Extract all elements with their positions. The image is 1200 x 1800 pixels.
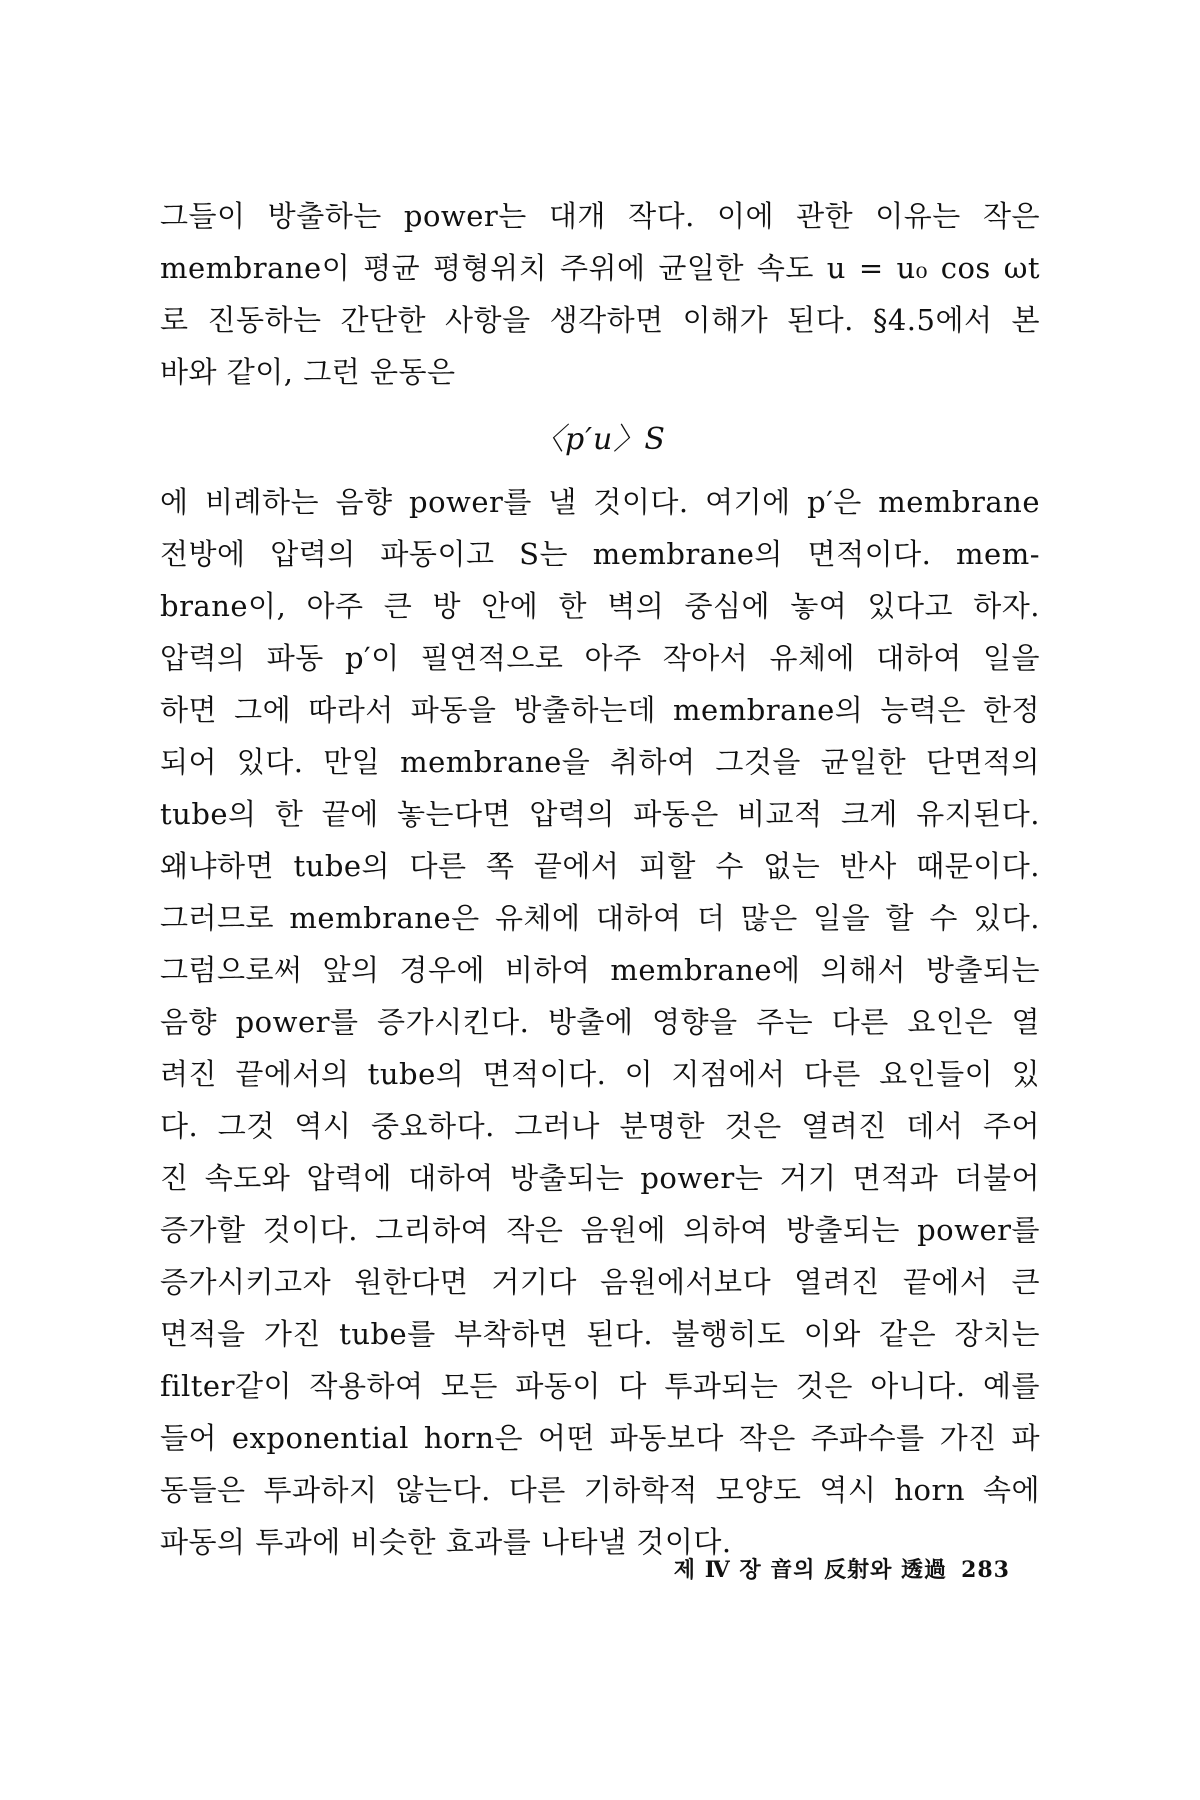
text-line: 음향 power를 증가시킨다. 방출에 영향을 주는 다른 요인은 열	[160, 1005, 1040, 1039]
text-line: 되어 있다. 만일 membrane을 취하여 그것을 균일한 단면적의	[160, 745, 1040, 779]
text-line: 진 속도와 압력에 대하여 방출되는 power는 거기 면적과 더불어	[160, 1161, 1040, 1195]
displayed-formula: 〈p′u〉S	[534, 422, 666, 457]
paragraph-2	[160, 485, 1040, 1580]
text-line: 들어 exponential horn은 어떤 파동보다 작은 주파수를 가진 파	[160, 1421, 1040, 1455]
text-line: 에 비례하는 음향 power를 낼 것이다. 여기에 p′은 membrane	[160, 485, 1040, 519]
text-line: 동들은 투과하지 않는다. 다른 기하학적 모양도 역시 horn 속에	[160, 1473, 1040, 1507]
text-line: 다. 그것 역시 중요하다. 그러나 분명한 것은 열려진 데서 주어	[160, 1109, 1040, 1143]
text-line: 전방에 압력의 파동이고 S는 membrane의 면적이다. mem-	[160, 537, 1040, 571]
text-line: 그럼으로써 앞의 경우에 비하여 membrane에 의해서 방출되는	[160, 953, 1040, 987]
text-line: 면적을 가진 tube를 부착하면 된다. 불행히도 이와 같은 장치는	[160, 1317, 1040, 1351]
text-line: 바와 같이, 그런 운동은	[160, 355, 456, 389]
chapter-title: 제 Ⅳ 장 音의 反射와 透過	[673, 1557, 948, 1583]
text-line: 파동의 투과에 비슷한 효과를 나타낼 것이다.	[160, 1525, 732, 1559]
text-line: 로 진동하는 간단한 사항을 생각하면 이해가 된다. §4.5에서 본	[160, 303, 1040, 337]
paragraph-1	[160, 199, 1040, 410]
text-line: 하면 그에 따라서 파동을 방출하는데 membrane의 능력은 한정	[160, 693, 1040, 727]
page-number: 283	[961, 1557, 1010, 1583]
running-footer	[674, 1553, 1010, 1584]
text-line: 증가시키고자 원한다면 거기다 음원에서보다 열려진 끝에서 큰	[160, 1265, 1040, 1299]
text-line: 그들이 방출하는 power는 대개 작다. 이에 관한 이유는 작은	[160, 199, 1040, 233]
text-line: membrane이 평균 평형위치 주위에 균일한 속도 u = u₀ cos ωt	[160, 251, 1040, 285]
text-line: tube의 한 끝에 놓는다면 압력의 파동은 비교적 크게 유지된다.	[160, 797, 1040, 831]
text-line: 증가할 것이다. 그리하여 작은 음원에 의하여 방출되는 power를	[160, 1213, 1040, 1247]
text-line: 그러므로 membrane은 유체에 대하여 더 많은 일을 할 수 있다.	[160, 901, 1040, 935]
text-line: brane이, 아주 큰 방 안에 한 벽의 중심에 놓여 있다고 하자.	[160, 589, 1040, 623]
text-line: filter같이 작용하여 모든 파동이 다 투과되는 것은 아니다. 예를	[160, 1369, 1040, 1403]
text-line: 왜냐하면 tube의 다른 쪽 끝에서 피할 수 없는 반사 때문이다.	[160, 849, 1040, 883]
text-line: 려진 끝에서의 tube의 면적이다. 이 지점에서 다른 요인들이 있	[160, 1057, 1040, 1091]
text-line: 압력의 파동 p′이 필연적으로 아주 작아서 유체에 대하여 일을	[160, 641, 1040, 675]
